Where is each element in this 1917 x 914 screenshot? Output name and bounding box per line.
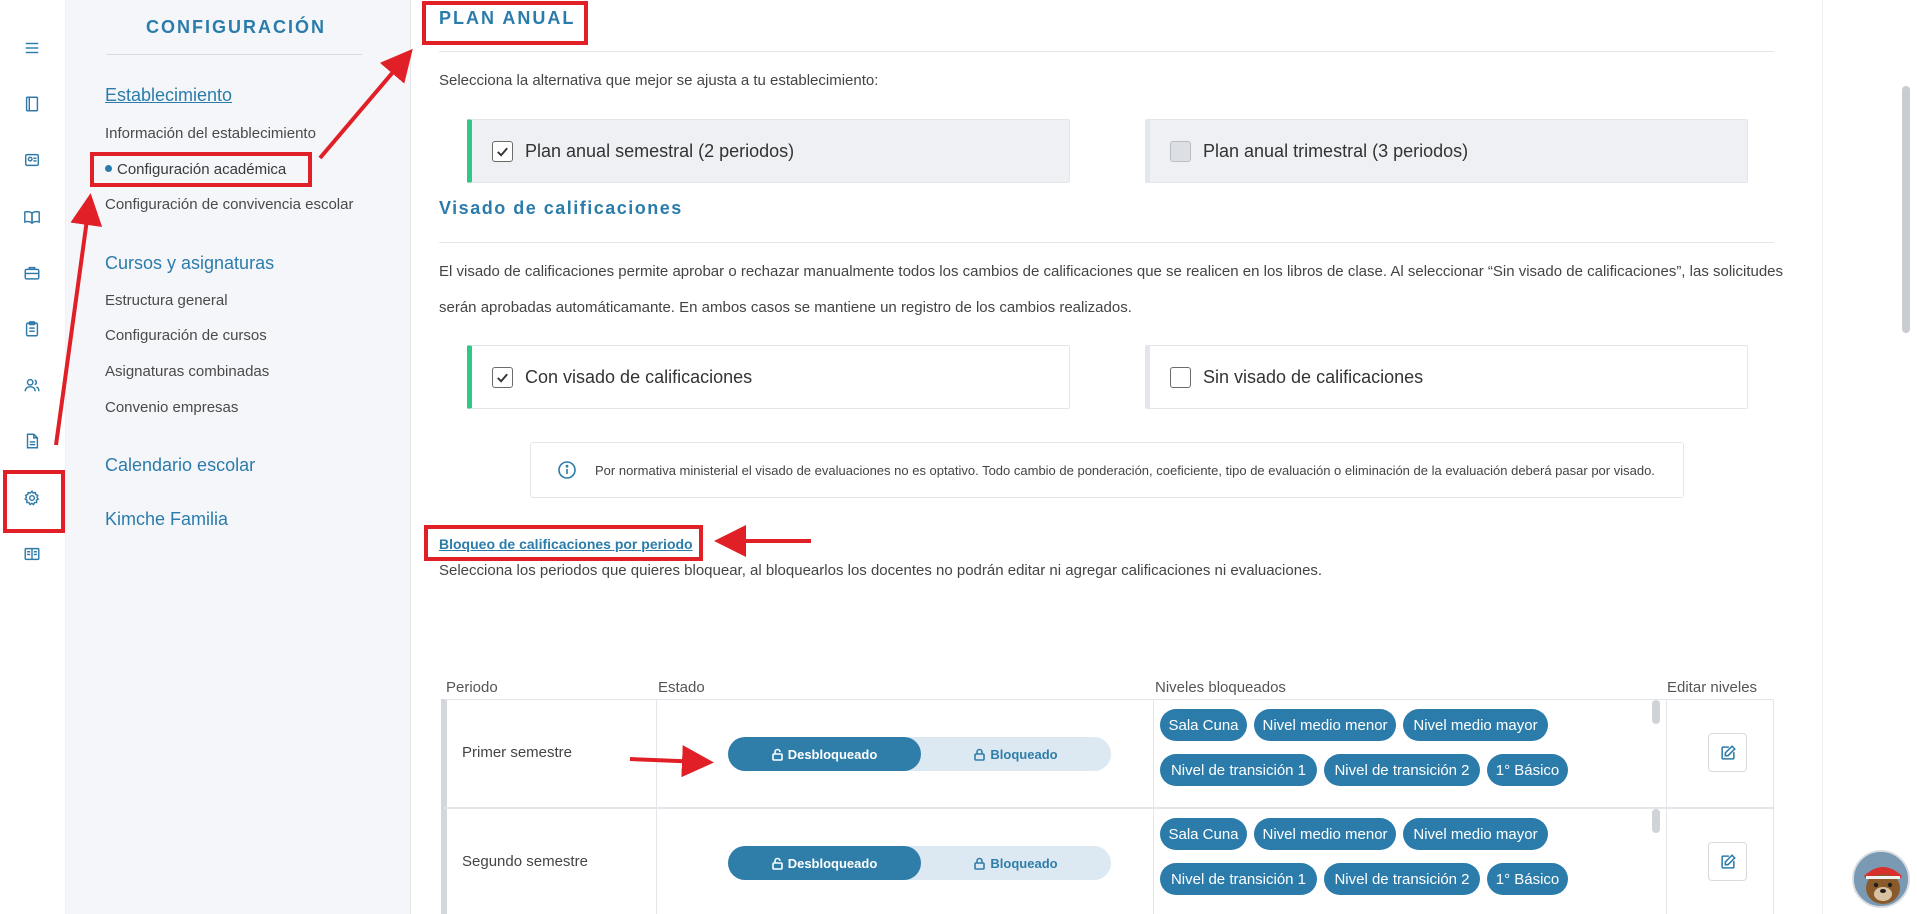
edit-icon (1719, 744, 1737, 762)
main-content (411, 0, 1822, 914)
book-icon[interactable] (21, 93, 43, 115)
lock-toggle[interactable] (728, 737, 1111, 771)
toggle-unlocked-button[interactable]: Desbloqueado (728, 737, 921, 771)
visado-description-2: serán aprobadas automáticamante. En ambos casos se mantiene un registro de los cambios realizados. (439, 299, 1132, 316)
tags-scrollbar[interactable] (1652, 700, 1660, 724)
clipboard-icon[interactable] (21, 318, 43, 340)
level-tag: Nivel medio menor (1254, 709, 1396, 741)
edit-levels-button[interactable] (1708, 842, 1747, 881)
sidebar-item-convenio[interactable]: Convenio empresas (105, 399, 239, 416)
sidebar-item-convivencia[interactable]: Configuración de convivencia escolar (105, 196, 354, 213)
document-icon[interactable] (21, 430, 43, 452)
plan-option-label: Plan anual trimestral (3 periodos) (1203, 140, 1469, 161)
edit-levels-button[interactable] (1708, 733, 1747, 772)
level-tag: 1° Básico (1487, 863, 1568, 895)
visado-option-label: Con visado de calificaciones (525, 366, 753, 387)
level-tags (1160, 818, 1650, 908)
unlock-icon (772, 857, 783, 870)
plan-title: PLAN ANUAL (439, 8, 576, 28)
annotation-box-gear (3, 470, 65, 533)
checkbox-checked[interactable] (492, 141, 513, 162)
annotation-box-plan-anual (422, 1, 588, 45)
sidebar-item-informacion[interactable]: Información del establecimiento (105, 125, 316, 142)
checkbox-checked[interactable] (492, 367, 513, 388)
unlock-icon (772, 748, 783, 761)
sidebar-title: CONFIGURACIÓN (146, 17, 326, 37)
column-header-editar: Editar niveles (1667, 679, 1758, 696)
level-tag: Nivel de transición 1 (1160, 863, 1317, 895)
sidebar-section-kimche[interactable]: Kimche Familia (105, 509, 229, 529)
info-text: Por normativa ministerial el visado de evaluaciones no es optativo. Todo cambio de ponderación, coeficiente, tipo de evaluación o eliminación de la evaluación deberá pasar por visado. (595, 462, 1655, 478)
level-tag: Nivel medio mayor (1403, 709, 1548, 741)
column-header-niveles: Niveles bloqueados (1155, 679, 1286, 696)
page-scrollbar[interactable] (1902, 86, 1910, 333)
assistant-avatar[interactable] (1852, 850, 1910, 908)
checkbox-unchecked[interactable] (1170, 367, 1191, 388)
lock-icon (974, 857, 985, 870)
visado-option-con[interactable] (467, 345, 1070, 409)
table-row (441, 808, 1774, 914)
tags-scrollbar[interactable] (1652, 809, 1660, 833)
level-tag: Nivel medio mayor (1403, 818, 1548, 850)
column-header-estado: Estado (658, 679, 705, 696)
bloqueo-description: Selecciona los periodos que quieres bloquear, al bloquearlos los docentes no podrán editar ni agregar calificaciones ni evaluaciones. (439, 562, 1323, 579)
open-book-icon[interactable] (21, 206, 43, 228)
edit-icon (1719, 853, 1737, 871)
plan-option-semestral[interactable] (467, 119, 1070, 183)
level-tag: Nivel medio menor (1254, 818, 1396, 850)
plan-option-label: Plan anual semestral (2 periodos) (525, 140, 795, 161)
toggle-locked-button[interactable]: Bloqueado (921, 737, 1111, 771)
sidebar-item-configuracion-academica[interactable]: Configuración académica (117, 161, 287, 178)
lock-icon (974, 748, 985, 761)
menu-icon[interactable] (21, 37, 43, 59)
sidebar-divider (106, 54, 362, 55)
level-tags (1160, 709, 1650, 799)
level-tag: Nivel de transición 2 (1324, 863, 1480, 895)
sidebar-item-asignaturas[interactable]: Asignaturas combinadas (105, 363, 270, 380)
visado-option-label: Sin visado de calificaciones (1203, 366, 1424, 387)
bloqueo-title[interactable]: Bloqueo de calificaciones por periodo (439, 536, 693, 552)
sidebar-section-calendario[interactable]: Calendario escolar (105, 455, 256, 475)
level-tag: 1° Básico (1487, 754, 1568, 786)
level-tag: Nivel de transición 1 (1160, 754, 1317, 786)
divider (439, 51, 1774, 52)
briefcase-icon[interactable] (21, 262, 43, 284)
level-tag: Sala Cuna (1160, 709, 1247, 741)
level-tag: Sala Cuna (1160, 818, 1247, 850)
plan-option-trimestral[interactable] (1145, 119, 1748, 183)
settings-sidebar (66, 0, 411, 914)
level-tag: Nivel de transición 2 (1324, 754, 1480, 786)
toggle-locked-button[interactable]: Bloqueado (921, 846, 1111, 880)
reader-icon[interactable] (21, 543, 43, 565)
content-border (1822, 0, 1823, 914)
annotation-box-configuracion-academica (90, 152, 312, 187)
toggle-unlocked-button[interactable]: Desbloqueado (728, 846, 921, 880)
info-icon (557, 460, 577, 480)
sidebar-item-estructura[interactable]: Estructura general (105, 292, 228, 309)
visado-option-sin[interactable] (1145, 345, 1748, 409)
plan-instruction: Selecciona la alternativa que mejor se ajusta a tu establecimiento: (439, 72, 879, 89)
column-header-periodo: Periodo (446, 679, 498, 696)
users-icon[interactable] (21, 374, 43, 396)
table-row (441, 699, 1774, 808)
info-notice (530, 442, 1684, 498)
divider (439, 242, 1774, 243)
icon-rail (0, 0, 66, 914)
visado-title: Visado de calificaciones (439, 198, 683, 218)
period-name: Segundo semestre (462, 853, 588, 870)
lock-toggle[interactable] (728, 846, 1111, 880)
annotation-box-bloqueo (424, 525, 703, 561)
period-name: Primer semestre (462, 744, 573, 761)
visado-description-1: El visado de calificaciones permite aprobar o rechazar manualmente todos los cambios de calificaciones que se realicen en los libros de clase. Al seleccionar “Sin visado de calificaciones”, las solicitudes (439, 263, 1784, 280)
id-card-icon[interactable] (21, 149, 43, 171)
checkbox-unchecked[interactable] (1170, 141, 1191, 162)
sidebar-section-establecimiento[interactable]: Establecimiento (105, 85, 233, 105)
sidebar-item-cursos[interactable]: Configuración de cursos (105, 327, 267, 344)
sidebar-section-cursos[interactable]: Cursos y asignaturas (105, 253, 275, 273)
